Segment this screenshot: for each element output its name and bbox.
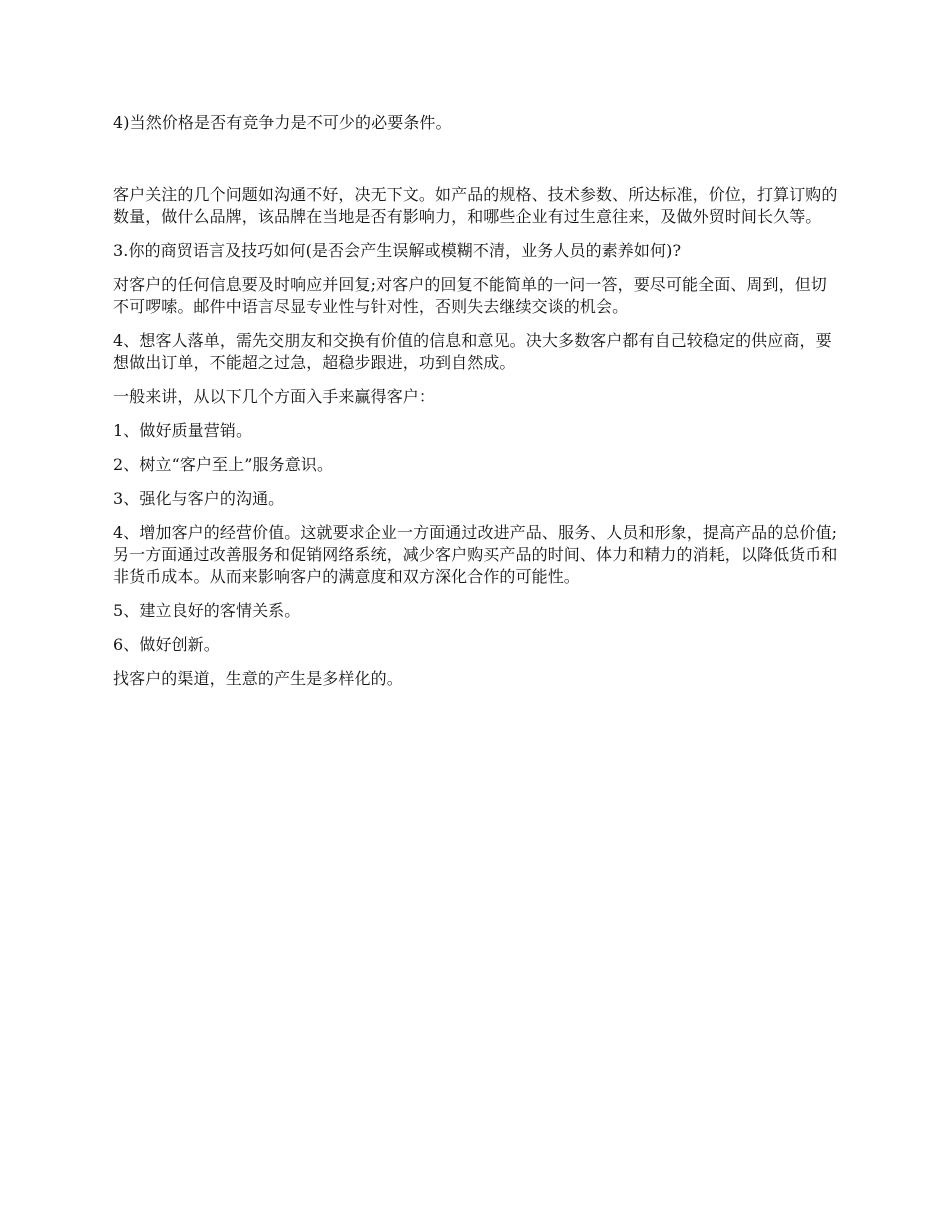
- list-item-communication: 3、强化与客户的沟通。: [113, 489, 285, 508]
- paragraph-timely-response: 对客户的任何信息要及时响应并回复;对客户的回复不能简单的一问一答，要尽可能全面、周到，但切不可啰嗦。邮件中语言尽显专业性与针对性，否则失去继续交谈的机会。: [113, 275, 827, 316]
- list-item-customer-first: 2、树立“客户至上”服务意识。: [113, 455, 334, 474]
- list-item-quality-marketing: 1、做好质量营销。: [113, 421, 253, 440]
- document-body: [113, 112, 840, 702]
- paragraph-customer-concerns: 客户关注的几个问题如沟通不好，决无下文。如产品的规格、技术参数、所达标准，价位，打算订购的数量，做什么品牌，该品牌在当地是否有影响力，和哪些企业有过生意往来，及做外贸时间长久等。: [113, 185, 838, 226]
- list-item-relationship: 5、建立良好的客情关系。: [113, 601, 301, 620]
- paragraph-make-friends-first: 4、想客人落单，需先交朋友和交换有价值的信息和意见。决大多数客户都有自己较稳定的供应商，要想做出订单，不能超之过急，超稳步跟进，功到自然成。: [113, 331, 832, 372]
- paragraph-customer-channels: 找客户的渠道，生意的产生是多样化的。: [113, 669, 403, 688]
- paragraph-price-competitiveness: 4)当然价格是否有竞争力是不可少的必要条件。: [113, 113, 452, 132]
- list-item-customer-value: 4、增加客户的经营价值。这就要求企业一方面通过改进产品、服务、人员和形象，提高产品的总价值;另一方面通过改善服务和促销网络系统，减少客户购买产品的时间、体力和精力的消耗，以降低货币和非货币成本。从而来影响客户的满意度和双方深化合作的可能性。: [113, 523, 838, 586]
- paragraph-winning-customers-intro: 一般来讲，从以下几个方面入手来赢得客户：: [113, 387, 436, 406]
- list-item-innovation: 6、做好创新。: [113, 635, 220, 654]
- paragraph-trade-language-heading: 3.你的商贸语言及技巧如何(是否会产生误解或模糊不清，业务人员的素养如何)?: [113, 241, 682, 260]
